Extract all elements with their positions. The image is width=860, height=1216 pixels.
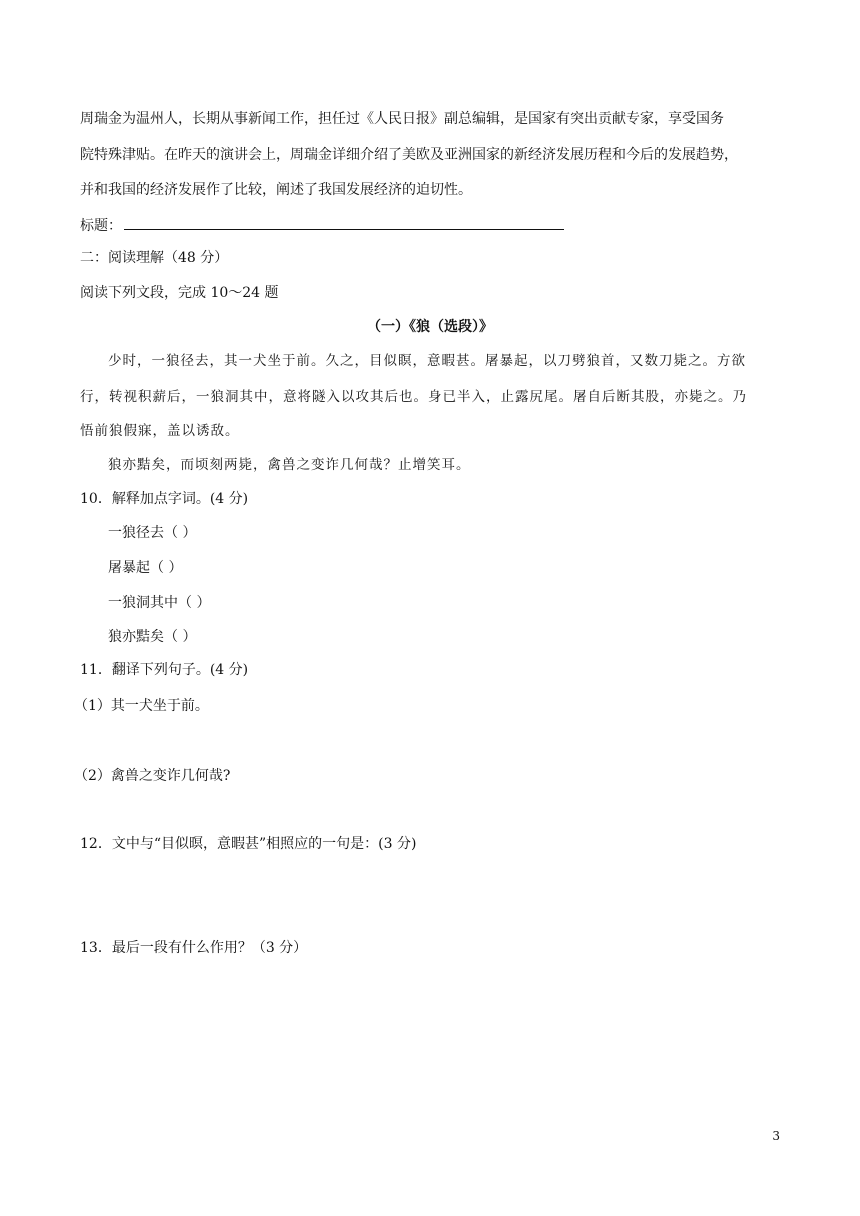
question-10-item-b: 屠暴起（ ） (108, 560, 183, 576)
intro-line-1: 周瑞金为温州人，长期从事新闻工作，担任过《人民日报》副总编辑，是国家有突出贡献专家，享受国务 (80, 111, 724, 127)
question-11-part-2: （2）禽兽之变诈几何哉? (74, 768, 231, 784)
section-instruction: 阅读下列文段，完成 10～24 题 (80, 285, 279, 301)
title-prompt-row (80, 214, 564, 236)
title-prompt-label: 标题： (80, 218, 122, 234)
passage-p1-line-3: 悟前狼假寐，盖以诱敌。 (80, 423, 240, 439)
question-13: 13．最后一段有什么作用？（3 分） (80, 940, 308, 956)
passage-p1-line-1: 少时，一狼径去，其一犬坐于前。久之，目似瞑，意暇甚。屠暴起，以刀劈狼首，又数刀毙之。方欲 (108, 353, 746, 369)
question-10-item-a: 一狼径去（ ） (108, 525, 197, 541)
page-number: 3 (772, 1129, 780, 1143)
passage-p1-line-2: 行，转视积薪后，一狼洞其中，意将隧入以攻其后也。身已半入，止露尻尾。屠自后断其股，亦毙之。乃 (80, 389, 747, 405)
question-12: 12．文中与“目似暝，意暇甚”相照应的一句是：(3 分) (80, 836, 417, 852)
question-10-item-d: 狼亦黠矣（ ） (108, 629, 197, 645)
passage-p2: 狼亦黠矣，而顷刻两毙，禽兽之变诈几何哉？止增笑耳。 (108, 457, 471, 473)
title-answer-blank[interactable] (124, 214, 564, 230)
question-11-part-1: （1）其一犬坐于前。 (74, 698, 209, 714)
intro-line-3: 并和我国的经济发展作了比较，阐述了我国发展经济的迫切性。 (80, 182, 472, 198)
intro-line-2: 院特殊津贴。在昨天的演讲会上，周瑞金详细介绍了美欧及亚洲国家的新经济发展历程和今后的发展趋势， (80, 147, 738, 163)
passage-title: （一）《狼（选段）》 (367, 319, 493, 335)
question-10: 10．解释加点字词。(4 分) (80, 491, 249, 507)
question-10-item-c: 一狼洞其中（ ） (108, 595, 211, 611)
section-heading: 二：阅读理解（48 分） (80, 250, 229, 266)
question-11: 11．翻译下列句子。(4 分) (80, 662, 249, 678)
